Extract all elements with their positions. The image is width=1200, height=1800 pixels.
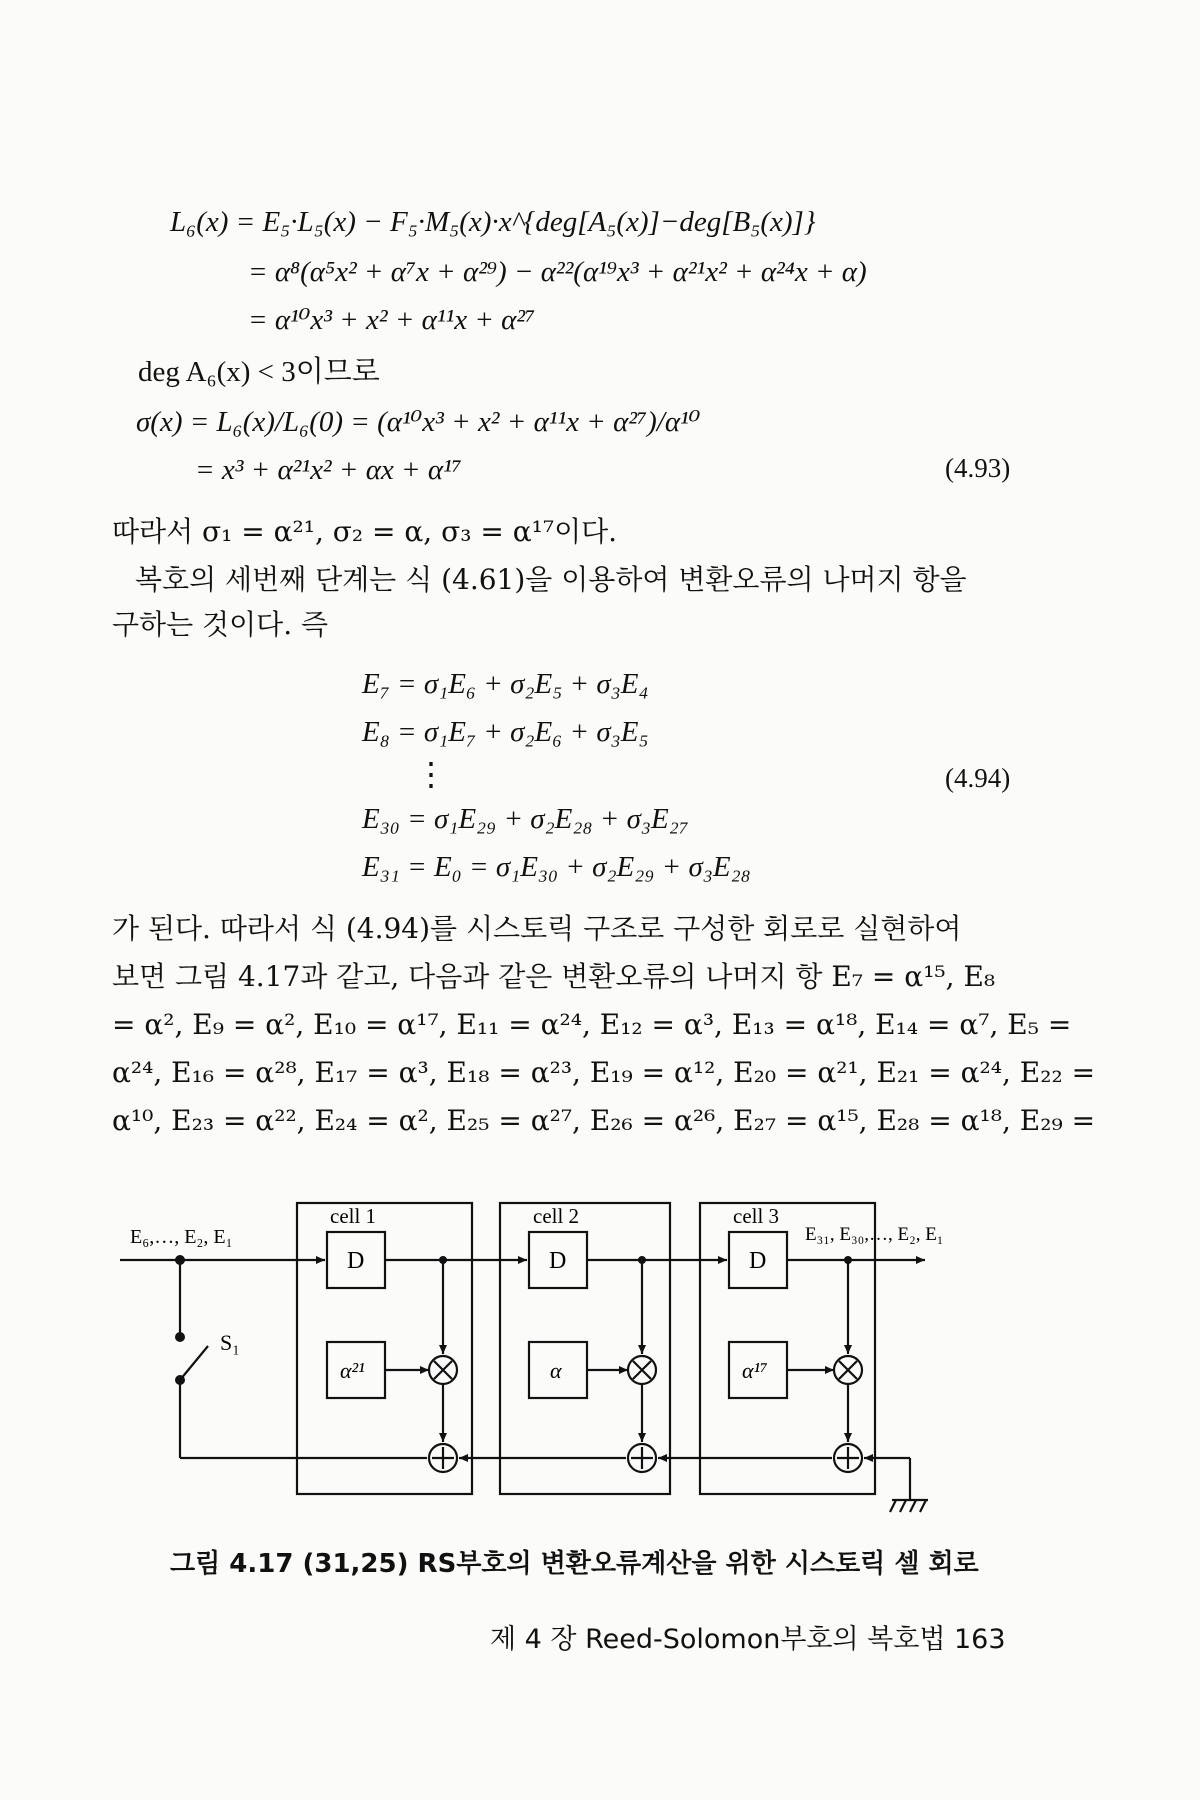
equation-l6-line1: L₆(x) = E₅·L₅(x) − F₅·M₅(x)·x^{deg[A₅(x)]−deg[B₅(x)]} [170,206,816,238]
cell-1-coefficient-label: α²¹ [340,1358,365,1383]
switch-label: S₁ [220,1330,240,1355]
degree-note: deg A₆(x) < 3이므로 [138,356,380,388]
output-sequence-label: E₃₁, E₃₀,…, E₂, E₁ [805,1224,944,1245]
equation-e31: E₃₁ = E₀ = σ₁E₃₀ + σ₂E₂₉ + σ₃E₂₈ [362,851,751,883]
page-footer: 제 4 장 Reed-Solomon부호의 복호법 163 [490,1624,1006,1655]
step3-paragraph-line2: 구하는 것이다. 즉 [112,608,329,641]
equation-l6-line3: = α¹⁰x³ + x² + α¹¹x + α²⁷ [248,304,536,336]
cell-2-title: cell 2 [533,1204,580,1228]
cell-2-tap-dot [638,1256,646,1264]
body-paragraph-line1: 가 된다. 따라서 식 (4.94)를 시스토릭 구조로 구성한 회로로 실현하여 [112,912,962,945]
step3-paragraph-line1: 복호의 세번째 단계는 식 (4.61)을 이용하여 변환오류의 나머지 항을 [135,563,967,596]
equation-e30: E₃₀ = σ₁E₂₉ + σ₂E₂₈ + σ₃E₂₇ [362,803,689,835]
switch-contact-bottom [175,1375,185,1385]
cell-3-title: cell 3 [733,1204,780,1228]
switch-contact-top [175,1332,185,1342]
sigma-values-sentence: 따라서 σ₁ = α²¹, σ₂ = α, σ₃ = α¹⁷이다. [112,515,618,548]
cell-2-coefficient-label: α [550,1358,562,1383]
cell-3-coefficient-label: α¹⁷ [742,1358,768,1383]
cell-3-tap-dot [844,1256,852,1264]
equation-e8: E₈ = σ₁E₇ + σ₂E₆ + σ₃E₅ [362,716,649,748]
equation-number-4-94: (4.94) [945,763,1011,793]
input-junction-dot [175,1255,185,1265]
cell-2-box [500,1203,670,1494]
body-paragraph-line3: = α², E₉ = α², E₁₀ = α¹⁷, E₁₁ = α²⁴, E₁₂ = α³, E₁₃ = α¹⁸, E₁₄ = α⁷, E₅ = [112,1008,1072,1041]
cell-2-delay-label: D [549,1248,567,1274]
body-paragraph-line2: 보면 그림 4.17과 같고, 다음과 같은 변환오류의 나머지 항 E₇ = α¹⁵, E₈ [112,960,996,993]
cell-1-delay-label: D [347,1248,365,1274]
vertical-ellipsis: ⋮ [415,756,447,792]
equation-e7: E₇ = σ₁E₆ + σ₂E₅ + σ₃E₄ [362,668,649,700]
body-paragraph-line5: α¹⁰, E₂₃ = α²², E₂₄ = α², E₂₅ = α²⁷, E₂₆ = α²⁶, E₂₇ = α¹⁵, E₂₈ = α¹⁸, E₂₉ = [112,1104,1096,1137]
equation-l6-line2: = α⁸(α⁵x² + α⁷x + α²⁹) − α²²(α¹⁹x³ + α²¹x² + α²⁴x + α) [248,256,867,288]
cell-1-title: cell 1 [330,1204,377,1228]
body-paragraph-line4: α²⁴, E₁₆ = α²⁸, E₁₇ = α³, E₁₈ = α²³, E₁₉ = α¹², E₂₀ = α²¹, E₂₁ = α²⁴, E₂₂ = [112,1056,1096,1089]
figure-caption: 그림 4.17 (31,25) RS부호의 변환오류계산을 위한 시스토릭 셀 회로 [170,1549,979,1579]
input-sequence-label: E₆,…, E₂, E₁ [130,1226,233,1248]
equation-sigma-line2: = x³ + α²¹x² + αx + α¹⁷ [195,454,462,486]
equation-number-4-93: (4.93) [945,453,1011,483]
cell-3-delay-label: D [749,1248,767,1274]
cell-1-tap-dot [439,1256,447,1264]
equation-sigma-line1: σ(x) = L₆(x)/L₆(0) = (α¹⁰x³ + x² + α¹¹x + α²⁷)/α¹⁰ [136,406,701,438]
